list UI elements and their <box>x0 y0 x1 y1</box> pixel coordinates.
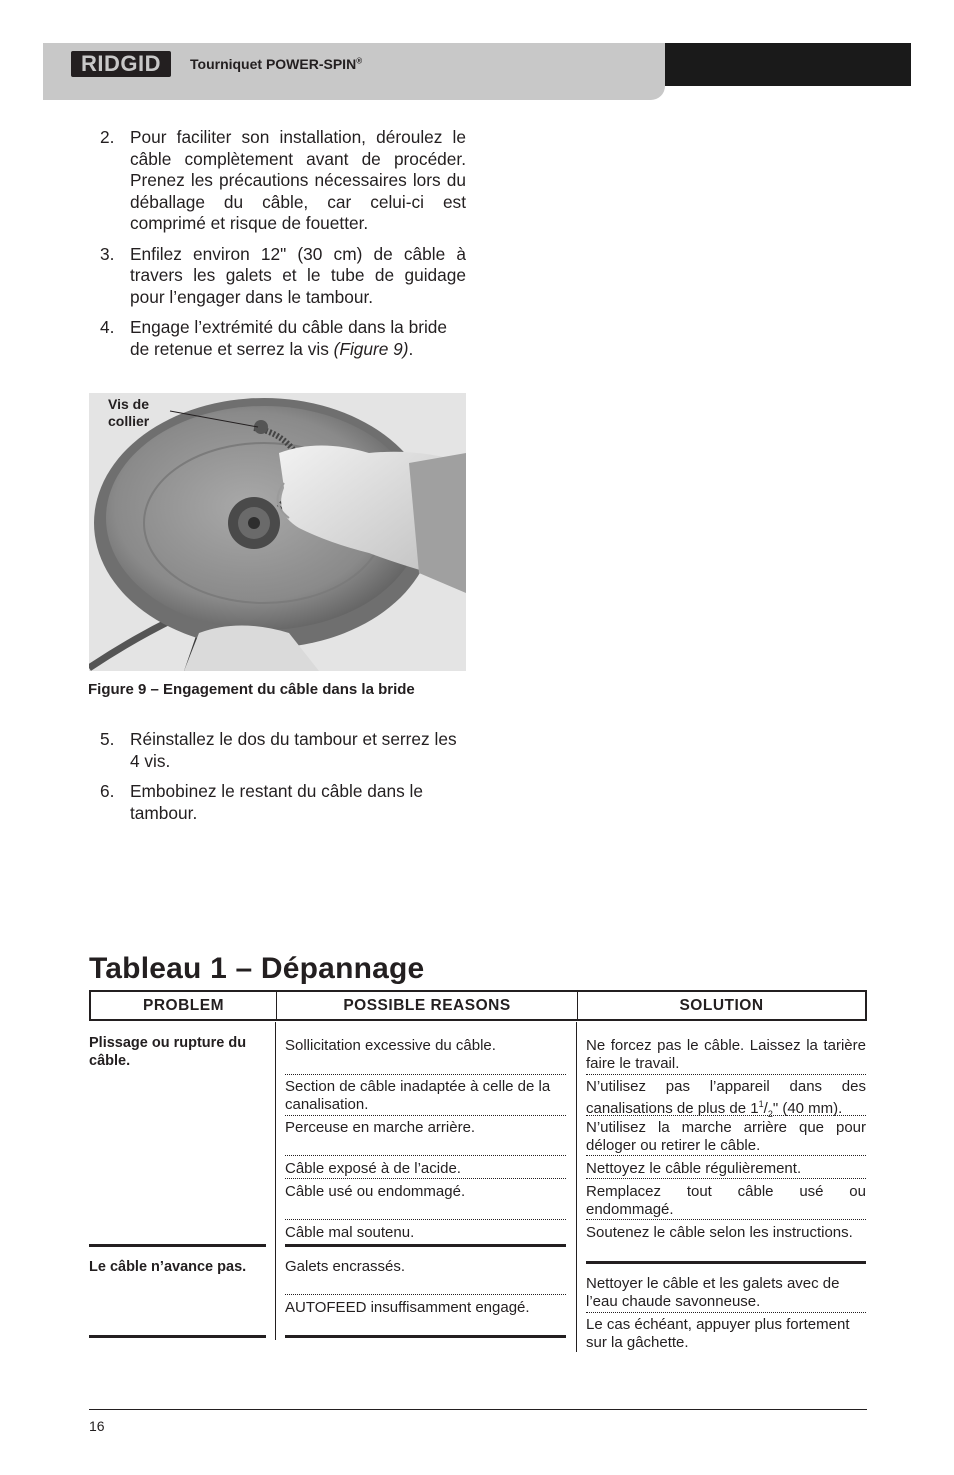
footer-rule <box>89 1409 867 1410</box>
solution-1: Ne forcez pas le câble. Laissez la tarière faire le travail. <box>586 1037 866 1072</box>
table-title: Tableau 1 – Dépannage <box>89 952 425 985</box>
header-problem: PROBLEM <box>91 992 277 1019</box>
figure-callout-label: Vis de collier <box>108 396 150 429</box>
problem-separator <box>89 1244 266 1247</box>
header-possible-reasons: POSSIBLE REASONS <box>277 992 578 1019</box>
reason-6: Câble mal soutenu. <box>285 1224 415 1241</box>
callout-leader-line <box>150 405 260 430</box>
solution-8: Le cas échéant, appuyer plus fortement sur la gâchette. <box>586 1316 850 1351</box>
step-2: 2. Pour faciliter son installation, déroulez le câble complètement avant de procéder. Prenez les précautions nécessaires lors du déballage du câble, car celui-ci est comprimé et risque de fouetter. <box>100 127 466 233</box>
reason-2: Section de câble inadaptée à celle de la canalisation. <box>285 1078 551 1113</box>
ridgid-logo: RIDGID <box>71 51 171 77</box>
problem-end-rule <box>89 1335 266 1338</box>
document-title: Tourniquet POWER-SPIN® <box>190 56 363 72</box>
page-number: 16 <box>89 1418 105 1434</box>
figure-caption: Figure 9 – Engagement du câble dans la bride <box>88 681 415 698</box>
solution-7: Nettoyer le câble et les galets avec de l’eau chaude savonneuse. <box>586 1275 840 1310</box>
problem-1: Plissage ou rupture du câble. <box>89 1035 247 1069</box>
steps-list-bottom <box>100 729 466 833</box>
step-6: 6. Embobinez le restant du câble dans le tambour. <box>100 781 424 823</box>
steps-list-top <box>100 127 466 369</box>
column-divider <box>576 1022 577 1352</box>
reason-3: Perceuse en marche arrière. <box>285 1119 476 1136</box>
table-header-row <box>89 990 867 1021</box>
reason-4: Câble exposé à de l’acide. <box>285 1160 461 1177</box>
reason-8: AUTOFEED insuffisamment engagé. <box>285 1299 530 1316</box>
step-5: 5. Réinstallez le dos du tambour et serrez les 4 vis. <box>100 729 457 771</box>
step-3: 3. Enfilez environ 12" (30 cm) de câble à travers les galets et le tube de guidage pour l’engager dans le tambour. <box>100 243 466 307</box>
header-bar-curve <box>43 86 665 100</box>
drum-photo-illustration <box>89 393 466 671</box>
solution-4: Nettoyez le câble régulièrement. <box>586 1160 802 1177</box>
figure-9-photo <box>89 393 466 671</box>
solution-5: Remplacez tout câble usé ou endommagé. <box>586 1183 866 1218</box>
solution-6: Soutenez le câble selon les instructions. <box>586 1224 853 1241</box>
header-black-block <box>665 43 911 86</box>
reason-1: Sollicitation excessive du câble. <box>285 1037 496 1054</box>
solution-3: N’utilisez la marche arrière que pour déloger ou retirer le câble. <box>586 1119 866 1154</box>
reason-5: Câble usé ou endommagé. <box>285 1183 466 1200</box>
step-4: 4. Engage l’extrémité du câble dans la bride de retenue et serrez la vis (Figure 9). <box>100 317 448 359</box>
header-solution: SOLUTION <box>679 997 764 1014</box>
reason-7: Galets encrassés. <box>285 1258 406 1275</box>
problem-2: Le câble n’avance pas. <box>89 1259 247 1275</box>
column-divider <box>275 1022 276 1340</box>
solution-2: N’utilisez pas l’appareil dans des canalisations de plus de $1^1/_2$" (40 mm). <box>586 1078 866 1119</box>
